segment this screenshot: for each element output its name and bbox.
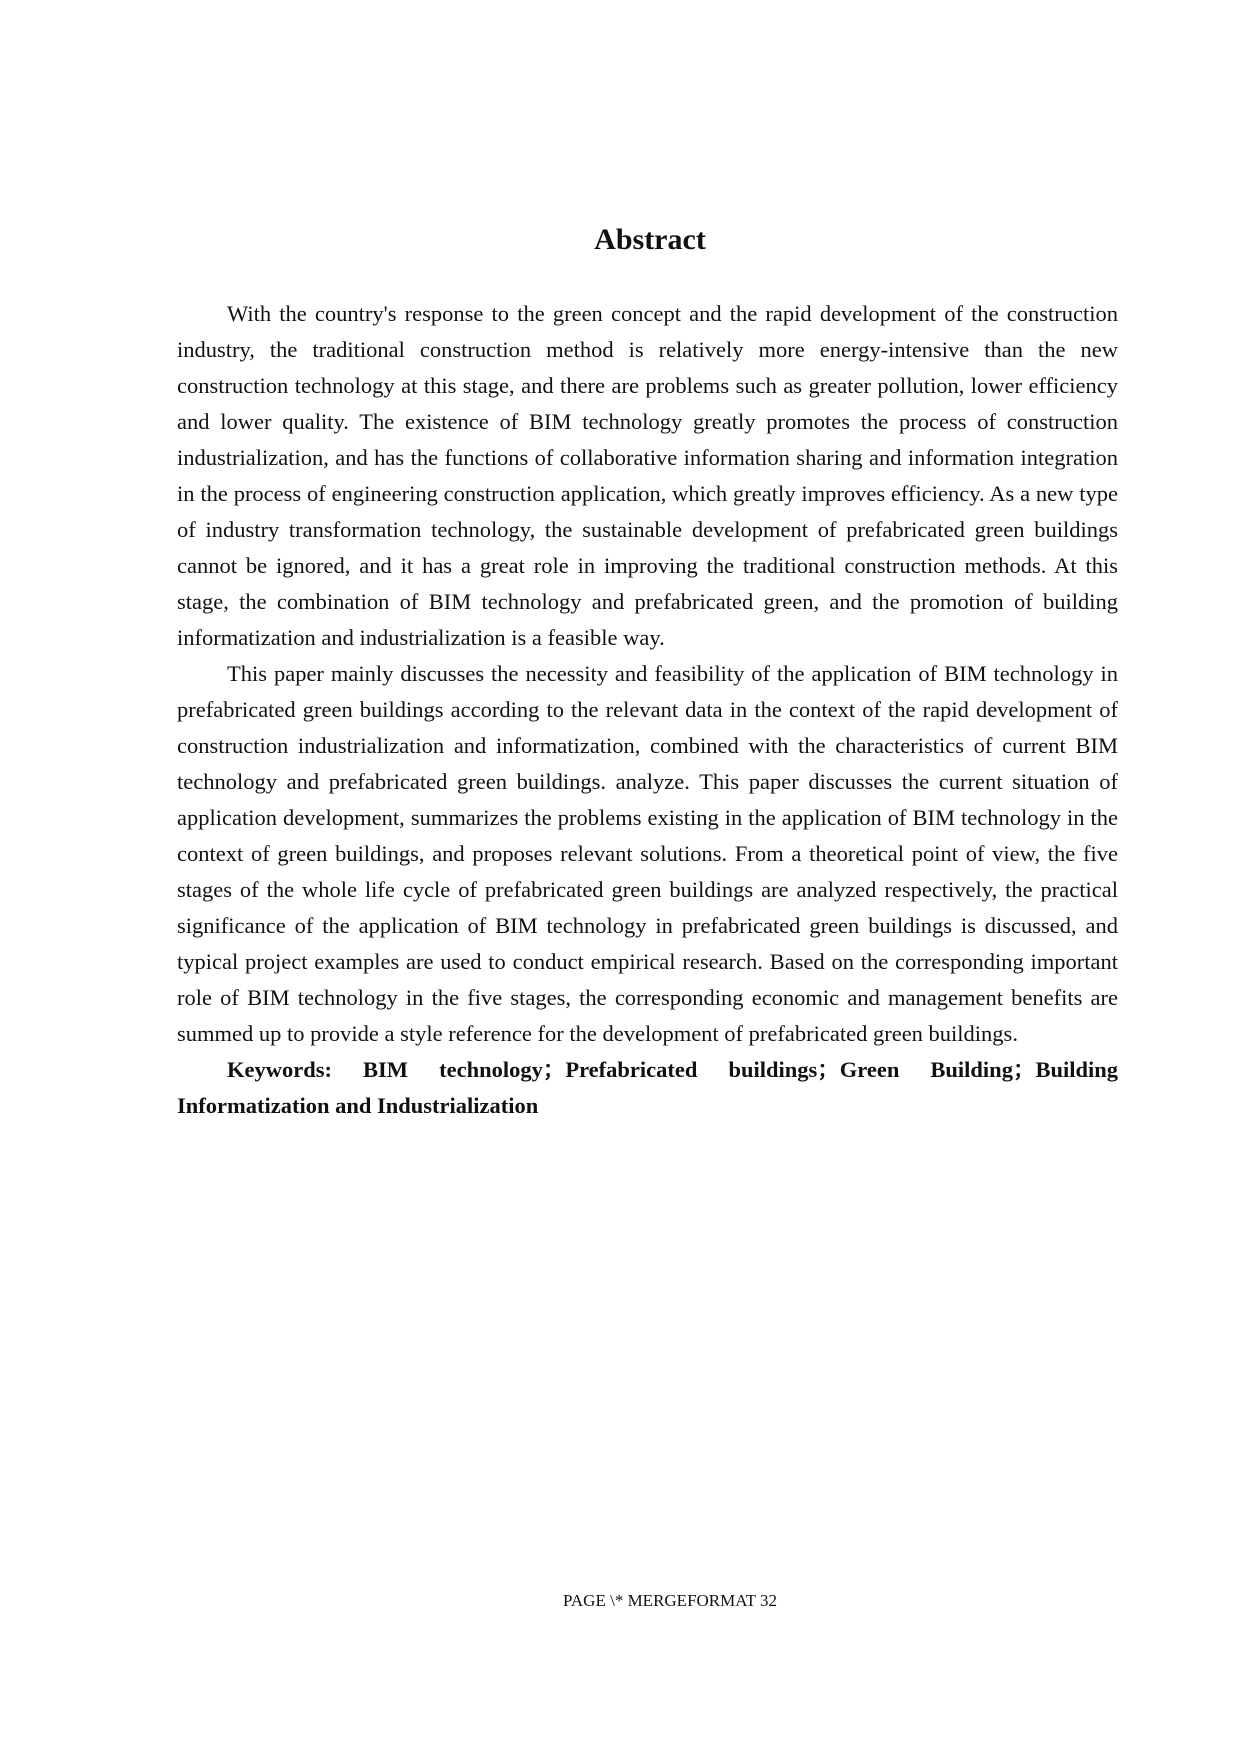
abstract-paragraph-1: With the country's response to the green concept and the rapid development of the construction industry, the traditional construction method is relatively more energy-intensive than the new construction technology at this stage, and there are problems such as greater pollution, lower efficiency and lower quality. The existence of BIM technology greatly promotes the process of construction industrialization, and has the functions of collaborative information sharing and information integration in the process of engineering construction application, which greatly improves efficiency. As a new type of industry transformation technology, the sustainable development of prefabricated green buildings cannot be ignored, and it has a great role in improving the traditional construction methods. At this stage, the combination of BIM technology and prefabricated green, and the promotion of building informatization and industrialization is a feasible way.	[177, 301, 1118, 650]
abstract-body	[177, 296, 1118, 1124]
abstract-paragraph-2: This paper mainly discusses the necessity and feasibility of the application of BIM technology in prefabricated green buildings according to the relevant data in the context of the rapid development of construction industrialization and informatization, combined with the characteristics of current BIM technology and prefabricated green buildings. analyze. This paper discusses the current situation of application development, summarizes the problems existing in the application of BIM technology in the context of green buildings, and proposes relevant solutions. From a theoretical point of view, the five stages of the whole life cycle of prefabricated green buildings are analyzed respectively, the practical significance of the application of BIM technology in prefabricated green buildings is discussed, and typical project examples are used to conduct empirical research. Based on the corresponding important role of BIM technology in the five stages, the corresponding economic and management benefits are summed up to provide a style reference for the development of prefabricated green buildings.	[177, 661, 1118, 1046]
page-footer: PAGE \* MERGEFORMAT 32	[563, 1591, 777, 1610]
keywords-line: Keywords: BIM technology；Prefabricated buildings；Green Building；Building Informatization and Industrialization	[177, 1057, 1118, 1118]
abstract-title: Abstract	[594, 223, 706, 256]
